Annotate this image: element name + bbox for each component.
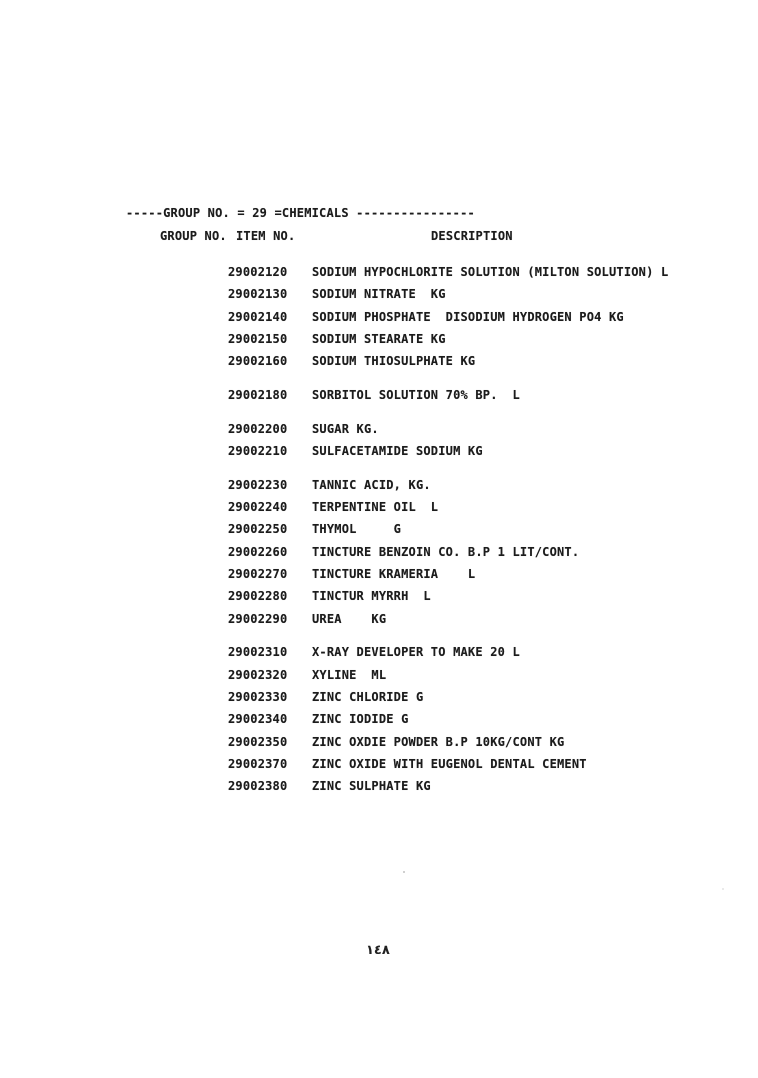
item-description: SODIUM PHOSPHATE DISODIUM HYDROGEN PO4 KG bbox=[312, 309, 624, 324]
item-description: TANNIC ACID, KG. bbox=[312, 477, 431, 492]
table-row bbox=[0, 418, 758, 440]
table-row bbox=[0, 686, 758, 708]
item-number: 29002260 bbox=[228, 544, 288, 559]
table-row bbox=[0, 440, 758, 462]
item-number: 29002350 bbox=[228, 734, 288, 749]
table-row bbox=[0, 775, 758, 797]
item-number: 29002210 bbox=[228, 444, 288, 459]
item-description: UREA KG bbox=[312, 611, 387, 626]
item-number: 29002340 bbox=[228, 712, 288, 727]
table-row bbox=[0, 261, 758, 283]
table-row bbox=[0, 608, 758, 630]
table-row bbox=[0, 350, 758, 372]
item-description: TINCTURE KRAMERIA L bbox=[312, 567, 476, 582]
item-number: 29002320 bbox=[228, 667, 288, 682]
item-number: 29002150 bbox=[228, 331, 288, 346]
item-number: 29002120 bbox=[228, 265, 288, 279]
table-row bbox=[0, 585, 758, 607]
item-number: 29002310 bbox=[228, 645, 288, 660]
table-row bbox=[0, 496, 758, 518]
item-description: XYLINE ML bbox=[312, 667, 387, 682]
group-header-line: -----GROUP NO. = 29 =CHEMICALS ---------------- bbox=[126, 206, 475, 220]
column-header-group-no: GROUP NO. bbox=[160, 229, 227, 243]
column-header-description: DESCRIPTION bbox=[431, 229, 513, 243]
table-row bbox=[0, 563, 758, 585]
item-description: TINCTUR MYRRH L bbox=[312, 589, 431, 604]
scan-speck bbox=[722, 888, 724, 890]
item-number: 29002130 bbox=[228, 287, 288, 302]
table-row bbox=[0, 474, 758, 496]
item-description: X-RAY DEVELOPER TO MAKE 20 L bbox=[312, 645, 520, 660]
item-description: SODIUM HYPOCHLORITE SOLUTION (MILTON SOLUTION) L bbox=[312, 265, 669, 279]
item-description: SODIUM STEARATE KG bbox=[312, 331, 446, 346]
table-row bbox=[0, 518, 758, 540]
item-number: 29002270 bbox=[228, 567, 288, 582]
table-row bbox=[0, 283, 758, 305]
item-description: ZINC OXDIE POWDER B.P 10KG/CONT KG bbox=[312, 734, 565, 749]
table-row bbox=[0, 306, 758, 328]
item-number: 29002330 bbox=[228, 690, 288, 705]
item-description: ZINC OXIDE WITH EUGENOL DENTAL CEMENT bbox=[312, 756, 587, 771]
table-row bbox=[0, 328, 758, 350]
item-description: SORBITOL SOLUTION 70% BP. L bbox=[312, 387, 520, 402]
item-description: SODIUM THIOSULPHATE KG bbox=[312, 354, 476, 369]
item-number: 29002280 bbox=[228, 589, 288, 604]
item-description: SULFACETAMIDE SODIUM KG bbox=[312, 444, 483, 459]
table-row bbox=[0, 753, 758, 775]
table-row bbox=[0, 664, 758, 686]
item-description: SODIUM NITRATE KG bbox=[312, 287, 446, 302]
page-number: ١٤٨ bbox=[366, 943, 390, 958]
table-row bbox=[0, 708, 758, 730]
item-number: 29002290 bbox=[228, 611, 288, 626]
item-description: TERPENTINE OIL L bbox=[312, 500, 439, 515]
item-description: SUGAR KG. bbox=[312, 421, 379, 436]
item-table bbox=[0, 261, 758, 798]
item-number: 29002140 bbox=[228, 309, 288, 324]
table-row bbox=[0, 731, 758, 753]
item-number: 29002200 bbox=[228, 421, 288, 436]
table-row bbox=[0, 641, 758, 663]
table-row bbox=[0, 541, 758, 563]
item-description: ZINC CHLORIDE G bbox=[312, 690, 424, 705]
column-header-item-no: ITEM NO. bbox=[236, 229, 296, 243]
item-description: TINCTURE BENZOIN CO. B.P 1 LIT/CONT. bbox=[312, 544, 580, 559]
scan-speck bbox=[403, 871, 405, 873]
item-number: 29002370 bbox=[228, 756, 288, 771]
item-description: ZINC SULPHATE KG bbox=[312, 779, 431, 794]
item-number: 29002380 bbox=[228, 779, 288, 794]
item-number: 29002240 bbox=[228, 500, 288, 515]
table-row bbox=[0, 384, 758, 406]
column-headers bbox=[0, 228, 758, 244]
item-number: 29002230 bbox=[228, 477, 288, 492]
item-description: THYMOL G bbox=[312, 522, 402, 537]
item-number: 29002180 bbox=[228, 387, 288, 402]
item-number: 29002250 bbox=[228, 522, 288, 537]
item-number: 29002160 bbox=[228, 354, 288, 369]
item-description: ZINC IODIDE G bbox=[312, 712, 409, 727]
